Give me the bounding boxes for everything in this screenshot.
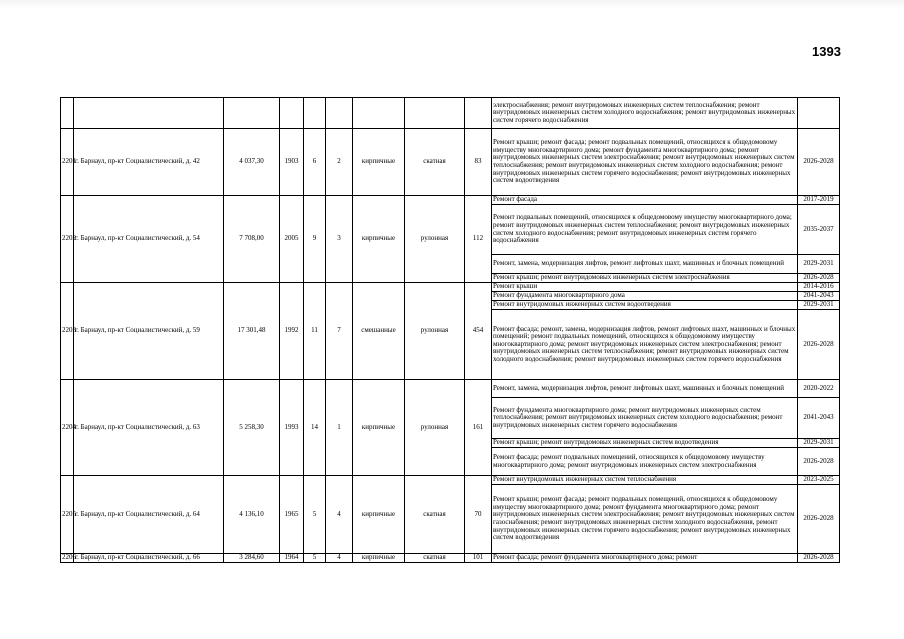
cell-period (798, 98, 840, 129)
cell-period: 2029-2031 (798, 439, 840, 448)
cell-year: 1993 (280, 380, 304, 476)
cell-apartments: 454 (465, 283, 492, 380)
cell-address: г. Барнаул, пр-кт Социалистический, д. 63 (74, 380, 224, 476)
cell-address: г. Барнаул, пр-кт Социалистический, д. 59 (74, 283, 224, 380)
cell-floors: 11 (304, 283, 326, 380)
cell-work-types: Ремонт внутридомовых инженерных систем водоотведения (492, 301, 798, 310)
cell-apartments: 70 (465, 476, 492, 554)
cell-address (74, 98, 224, 129)
table-row (61, 196, 840, 205)
cell-period: 2026-2028 (798, 485, 840, 554)
cell-work-types: Ремонт фасада (492, 196, 798, 205)
cell-period: 2020-2022 (798, 380, 840, 398)
cell-work-types: Ремонт, замена, модернизация лифтов, ремонт лифтовых шахт, машинных и блочных помещений (492, 255, 798, 274)
table-row (61, 554, 840, 563)
cell-roof: скатная (405, 476, 465, 554)
cell-walls: кирпичные (353, 476, 405, 554)
scan-top-edge (0, 0, 904, 8)
cell-year: 1965 (280, 476, 304, 554)
cell-num: 2206 (62, 553, 76, 562)
cell-area: 5 258,30 (224, 380, 280, 476)
cell-floors: 6 (304, 129, 326, 196)
cell-roof: рулонная (405, 196, 465, 283)
cell-area: 7 708,00 (224, 196, 280, 283)
cell-walls: смешанные (353, 283, 405, 380)
cell-period: 2035-2037 (798, 205, 840, 255)
cell-address: г. Барнаул, пр-кт Социалистический, д. 66 (74, 554, 224, 563)
cell-num (61, 98, 74, 129)
cell-work-types: Ремонт фасада; ремонт, замена, модернизация лифтов, ремонт лифтовых шахт, машинных и блочных помещений; ремонт подвальных помещений, относящихся к общедомовому имуществу многоквартирного дома; ремонт внутридомовых инженерных систем электроснабжения; ремонт внутридомовых инженерных систем теплоснабжения; ремонт внутридомовых инженерных систем холодного водоснабжения; ремонт внутридомовых инженерных систем горячего водоснабжения (492, 310, 798, 380)
cell-period: 2017-2019 (798, 196, 840, 205)
cell-area (224, 98, 280, 129)
cell-address: г. Барнаул, пр-кт Социалистический, д. 54 (74, 196, 224, 283)
cell-period: 2026-2028 (798, 448, 840, 476)
cell-work-types: Ремонт фундамента многоквартирного дома (492, 292, 798, 301)
cell-num: 2204 (61, 380, 74, 476)
cell-num: 2205 (61, 476, 74, 554)
cell-year: 1964 (280, 554, 304, 563)
cell-work-types: Ремонт, замена, модернизация лифтов, ремонт лифтовых шахт, машинных и блочных помещений (492, 380, 798, 398)
cell-area: 3 284,60 (224, 554, 280, 563)
cell-walls: кирпичные (353, 380, 405, 476)
table-row (61, 476, 840, 485)
cell-roof: рулонная (405, 283, 465, 380)
cell-walls: кирпичные (353, 196, 405, 283)
cell-period: 2029-2031 (798, 255, 840, 274)
cell-work-types: Ремонт подвальных помещений, относящихся к общедомовому имуществу многоквартирного дома; ремонт внутридомовых инженерных систем теплоснабжения; ремонт внутридомовых инженерных систем холодного водоснабжения; ремонт внутридомовых инженерных систем горячего водоснабжения (492, 205, 798, 255)
cell-period: 2026-2028 (798, 554, 840, 563)
cell-work-types: Ремонт крыши; ремонт фасада; ремонт подвальных помещений, относящихся к общедомовому имуществу многоквартирного дома; ремонт фундамента многоквартирного дома; ремонт внутридомовых инженерных систем электроснабжения; ремонт внутридомовых инженерных систем теплоснабжения; ремонт внутридомовых инженерных систем холодного водоснабжения; ремонт внутридомовых инженерных систем горячего водоснабжения; ремонт внутридомовых инженерных систем водоотведения (492, 129, 798, 196)
cell-year: 2005 (280, 196, 304, 283)
table-row (61, 380, 840, 398)
cell-area: 4 136,10 (224, 476, 280, 554)
cell-area: 17 301,48 (224, 283, 280, 380)
cell-apartments: 101 (465, 554, 492, 563)
cell-entrances: 4 (326, 476, 353, 554)
cell-num: 2201 (61, 129, 74, 196)
cell-work-types: Ремонт фасада; ремонт подвальных помещений, относящихся к общедомовому имуществу многоквартирного дома; ремонт внутридомовых инженерных систем электроснабжения (492, 448, 798, 476)
cell-walls (353, 98, 405, 129)
cell-work-types: Ремонт фасада; ремонт фундамента многоквартирного дома; ремонт (492, 554, 798, 563)
cell-apartments: 112 (465, 196, 492, 283)
cell-year: 1992 (280, 283, 304, 380)
table-row (61, 129, 840, 196)
cell-roof (405, 98, 465, 129)
table-row (61, 283, 840, 292)
cell-floors: 14 (304, 380, 326, 476)
cell-period: 2014-2016 (798, 283, 840, 292)
cell-period: 2026-2028 (798, 310, 840, 380)
cell-period: 2041-2043 (798, 398, 840, 439)
cell-work-types: Ремонт внутридомовых инженерных систем теплоснабжения (492, 476, 798, 485)
cell-work-types: Ремонт крыши; ремонт внутридомовых инженерных систем водоотведения (492, 439, 798, 448)
housing-repair-table (60, 97, 840, 563)
cell-walls: кирпичные (353, 554, 405, 563)
cell-work-types: Ремонт крыши; ремонт внутридомовых инженерных систем электроснабжения (492, 274, 798, 283)
cell-num: 2202 (61, 196, 74, 283)
cell-entrances: 4 (326, 554, 353, 563)
cell-period: 2026-2028 (798, 274, 840, 283)
cell-entrances: 1 (326, 380, 353, 476)
cell-apartments: 161 (465, 380, 492, 476)
cell-period: 2029-2031 (798, 301, 840, 310)
cell-entrances: 3 (326, 196, 353, 283)
cell-period: 2023-2025 (798, 476, 840, 485)
cell-roof: скатная (405, 554, 465, 563)
cell-address: г. Барнаул, пр-кт Социалистический, д. 42 (74, 129, 224, 196)
cell-entrances (326, 98, 353, 129)
cell-num: 2203 (61, 283, 74, 380)
cell-apartments (465, 98, 492, 129)
table-row (61, 98, 840, 129)
cell-floors: 9 (304, 196, 326, 283)
cell-entrances: 2 (326, 129, 353, 196)
cell-work-types: Ремонт фундамента многоквартирного дома; ремонт внутридомовых инженерных систем теплоснабжения; ремонт внутридомовых инженерных систем холодного водоснабжения; ремонт внутридомовых инженерных систем горячего водоснабжения (492, 398, 798, 439)
cell-floors: 5 (304, 476, 326, 554)
table-body (61, 98, 840, 563)
cell-floors: 5 (304, 554, 326, 563)
cell-walls: кирпичные (353, 129, 405, 196)
cell-floors (304, 98, 326, 129)
cell-roof: рулонная (405, 380, 465, 476)
cell-period: 2026-2028 (798, 129, 840, 196)
cell-area: 4 037,30 (224, 129, 280, 196)
cell-entrances: 7 (326, 283, 353, 380)
cell-roof: скатная (405, 129, 465, 196)
cell-year (280, 98, 304, 129)
cell-apartments: 83 (465, 129, 492, 196)
cell-work-types: Ремонт крыши; ремонт фасада; ремонт подвальных помещений, относящихся к общедомовому имуществу многоквартирного дома; ремонт фундамента многоквартирного дома; ремонт внутридомовых инженерных систем электроснабжения; ремонт внутридомовых инженерных систем газоснабжения; ремонт внутридомовых инженерных систем холодного водоснабжения, ремонт внутридомовых инженерных систем горячего водоснабжения; ремонт внутридомовых инженерных систем водоотведения (492, 485, 798, 554)
cell-work-types: Ремонт крыши (492, 283, 798, 292)
page-number: 1393 (812, 44, 841, 59)
cell-address: г. Барнаул, пр-кт Социалистический, д. 64 (74, 476, 224, 554)
cell-work-types: электроснабжения; ремонт внутридомовых инженерных систем теплоснабжения; ремонт внутридомовых инженерных систем холодного водоснабжения; ремонт внутридомовых инженерных систем горячего водоснабжения (492, 98, 798, 129)
cell-year: 1903 (280, 129, 304, 196)
cell-period: 2041-2043 (798, 292, 840, 301)
